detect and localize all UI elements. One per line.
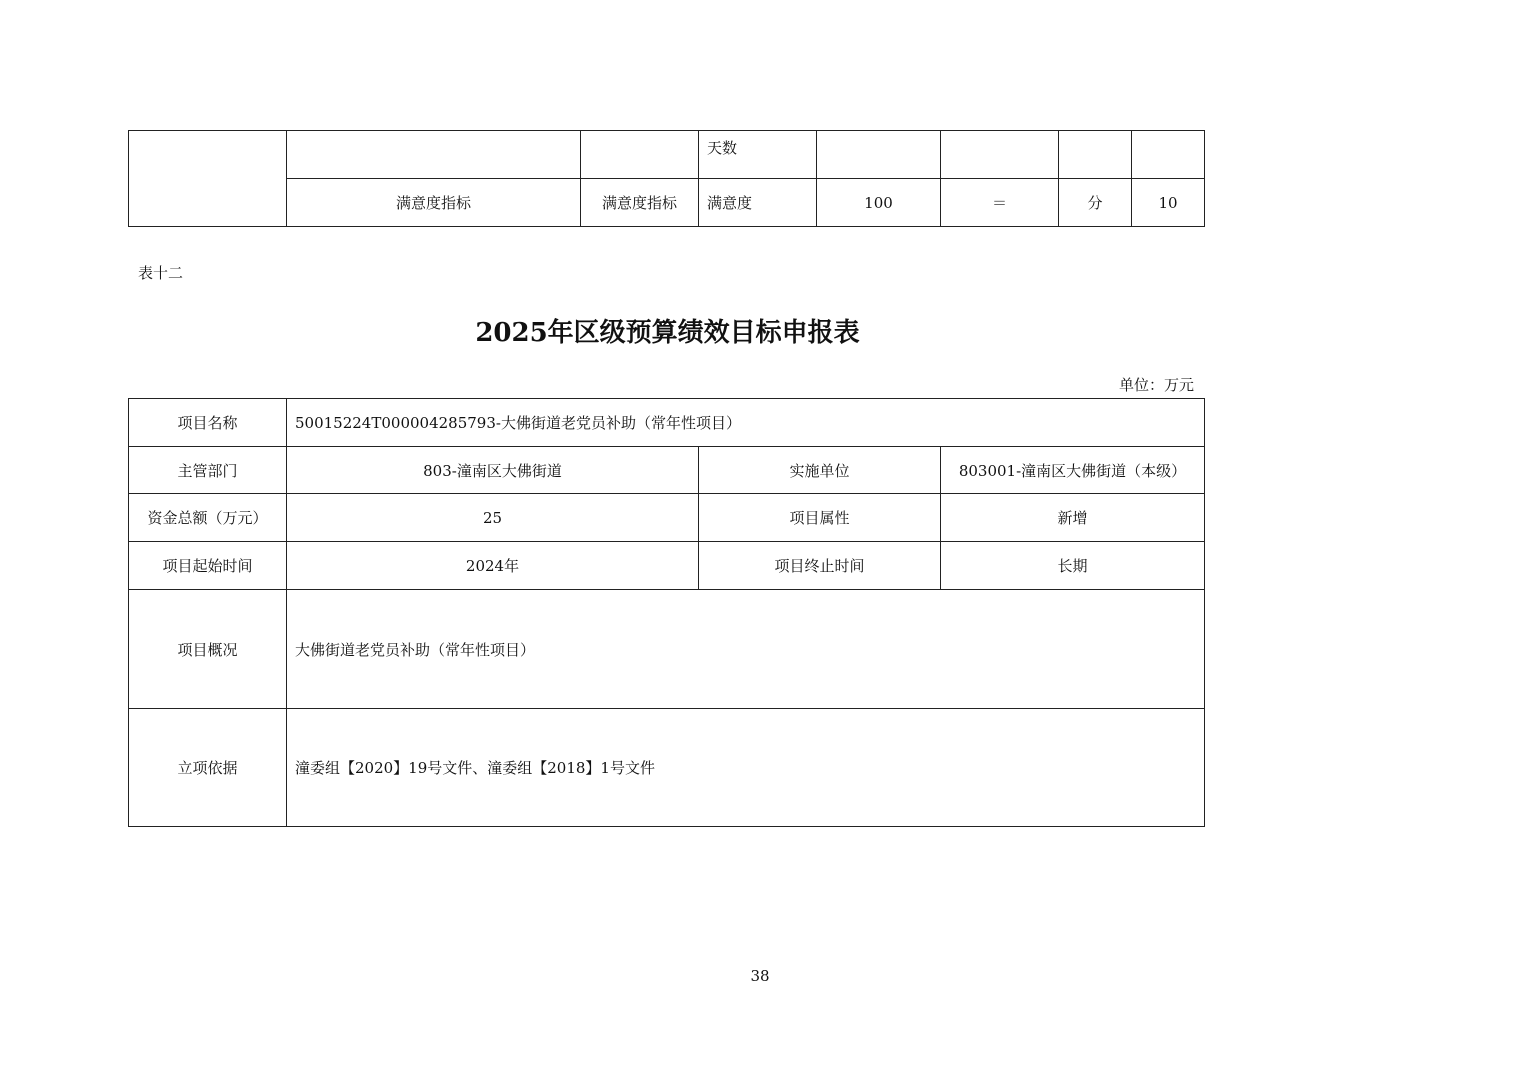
project-name-value: 50015224T000004285793-大佛街道老党员补助（常年性项目）	[287, 399, 1205, 447]
table-cell	[1132, 131, 1205, 179]
table-row	[129, 590, 1205, 709]
unit-label: 单位：万元	[1118, 376, 1194, 394]
table-row	[129, 494, 1205, 542]
department-label: 主管部门	[129, 447, 287, 494]
indicator-name-cell: 天数	[699, 131, 817, 179]
implementing-unit-value: 803001-潼南区大佛街道（本级）	[941, 447, 1205, 494]
page-number: 38	[750, 967, 770, 985]
table-cell	[581, 131, 699, 179]
table-cell	[1059, 131, 1132, 179]
end-time-value: 长期	[941, 542, 1205, 590]
project-name-label: 项目名称	[129, 399, 287, 447]
department-value: 803-潼南区大佛街道	[287, 447, 699, 494]
start-time-label: 项目起始时间	[129, 542, 287, 590]
table-row	[129, 542, 1205, 590]
project-attribute-value: 新增	[941, 494, 1205, 542]
project-overview-value: 大佛街道老党员补助（常年性项目）	[287, 590, 1205, 709]
unit-cell: 分	[1059, 179, 1132, 227]
satisfaction-indicator-table	[128, 130, 1205, 227]
project-basis-label: 立项依据	[129, 709, 287, 827]
end-time-label: 项目终止时间	[699, 542, 941, 590]
table-cell	[129, 131, 287, 227]
table-number-label: 表十二	[138, 264, 184, 282]
total-funds-label: 资金总额（万元）	[129, 494, 287, 542]
budget-performance-table	[128, 398, 1205, 827]
second-level-indicator-cell: 满意度指标	[581, 179, 699, 227]
project-basis-value: 潼委组【2020】19号文件、潼委组【2018】1号文件	[287, 709, 1205, 827]
operator-cell: ＝	[941, 179, 1059, 227]
project-overview-label: 项目概况	[129, 590, 287, 709]
implementing-unit-label: 实施单位	[699, 447, 941, 494]
weight-cell: 10	[1132, 179, 1205, 227]
start-time-value: 2024年	[287, 542, 699, 590]
table-row	[129, 709, 1205, 827]
page-title: 2025年区级预算绩效目标申报表	[475, 318, 860, 348]
indicator-name-cell: 满意度	[699, 179, 817, 227]
table-row	[129, 447, 1205, 494]
total-funds-value: 25	[287, 494, 699, 542]
table-row	[129, 131, 1205, 179]
project-attribute-label: 项目属性	[699, 494, 941, 542]
target-value-cell: 100	[817, 179, 941, 227]
table-cell	[817, 131, 941, 179]
first-level-indicator-cell: 满意度指标	[287, 179, 581, 227]
table-cell	[287, 131, 581, 179]
table-row	[129, 399, 1205, 447]
table-row	[129, 179, 1205, 227]
table-cell	[941, 131, 1059, 179]
